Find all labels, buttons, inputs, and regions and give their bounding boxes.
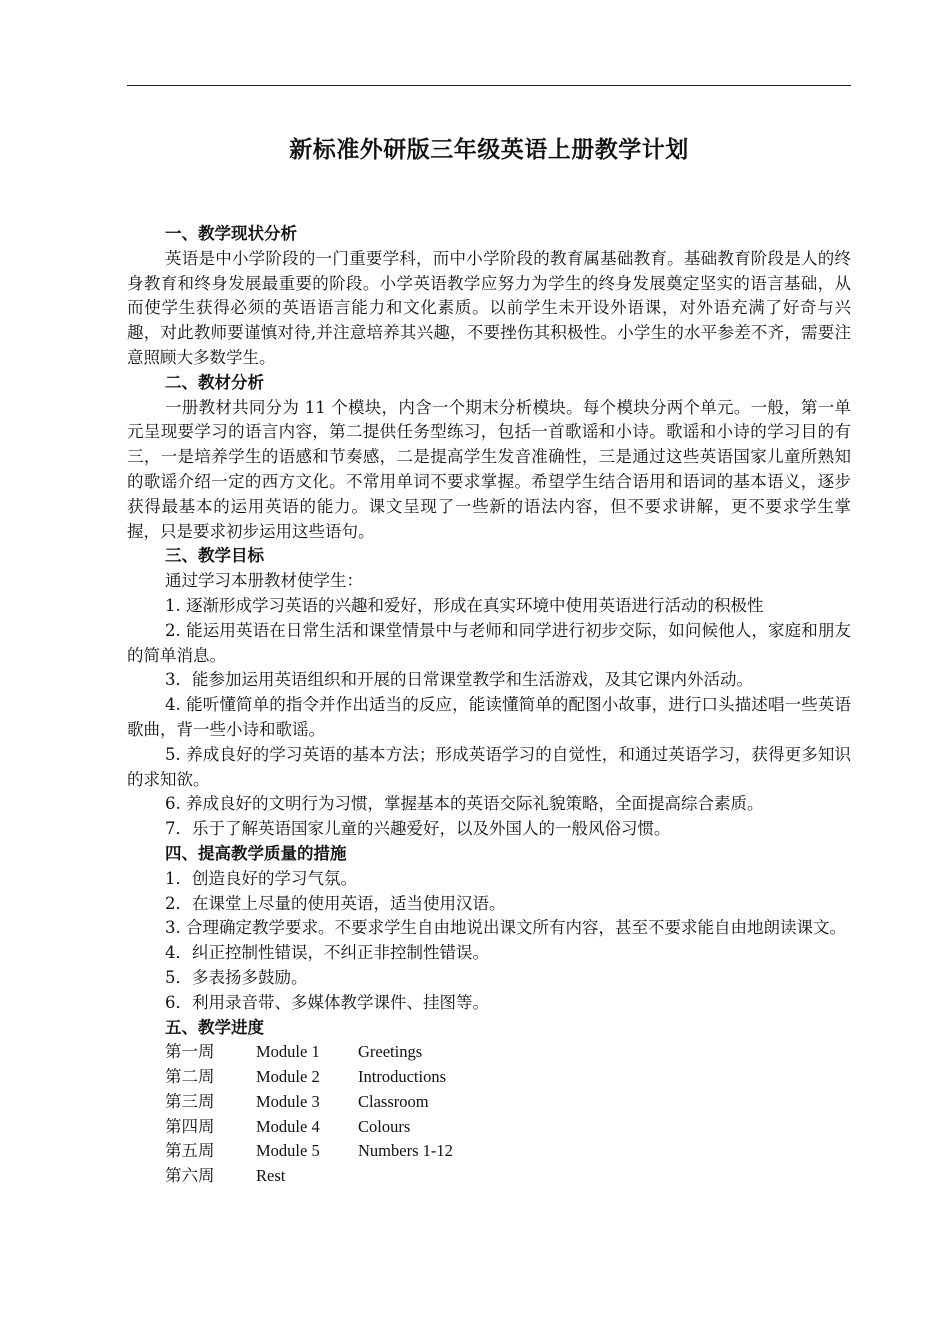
schedule-row xyxy=(127,1164,851,1189)
section-heading: 四、提高教学质量的措施 xyxy=(165,843,347,863)
schedule-topic: Introductions xyxy=(358,1067,446,1087)
schedule-module: Module 2 xyxy=(256,1067,320,1087)
schedule-topic: Colours xyxy=(358,1116,411,1136)
section-paragraph: 4. 能听懂简单的指令并作出适当的反应，能读懂简单的配图小故事，进行口头描述唱一些英语歌曲，背一些小诗和歌谣。 xyxy=(127,695,851,739)
header-rule xyxy=(127,85,851,86)
section-paragraph: 3．能参加运用英语组织和开展的日常课堂教学和生活游戏，及其它课内外活动。 xyxy=(165,670,753,690)
schedule-week: 第六周 xyxy=(165,1166,215,1186)
document-title: 新标准外研版三年级英语上册教学计划 xyxy=(289,136,689,163)
section-paragraph: 3. 合理确定教学要求。不要求学生自由地说出课文所有内容，甚至不要求能自由地朗读课文。 xyxy=(165,918,846,938)
schedule-module: Module 4 xyxy=(256,1116,320,1136)
schedule-topic: Greetings xyxy=(358,1042,423,1062)
schedule-topic: Numbers 1-12 xyxy=(358,1141,453,1161)
section-paragraph: 4．纠正控制性错误，不纠正非控制性错误。 xyxy=(165,943,489,963)
section-paragraph: 7．乐于了解英语国家儿童的兴趣爱好，以及外国人的一般风俗习惯。 xyxy=(165,819,671,839)
schedule-row xyxy=(127,1115,851,1140)
section-paragraph: 1．创造良好的学习气氛。 xyxy=(165,868,357,888)
schedule-table xyxy=(127,1040,851,1189)
section-paragraph: 1. 逐渐形成学习英语的兴趣和爱好，形成在真实环境中使用英语进行活动的积极性 xyxy=(165,595,764,615)
section-paragraph: 一册教材共同分为 11 个模块，内含一个期末分析模块。每个模块分两个单元。一般，第一单元呈现要学习的语言内容，第二提供任务型练习，包括一首歌谣和小诗。歌谣和小诗的学习目的有三，一是培养学生的语感和节奏感，二是提高学生发音准确性，三是通过这些英语国家儿童所熟知的歌谣介绍一定的西方文化。不常用单词不要求掌握。希望学生结合语用和语词的基本语义，逐步获得最基本的运用英语的能力。课文呈现了一些新的语法内容，但不要求讲解，更不要求学生掌握，只是要求初步运用这些语句。 xyxy=(127,397,851,541)
schedule-row xyxy=(127,1040,851,1065)
section-paragraph: 6．利用录音带、多媒体教学课件、挂图等。 xyxy=(165,992,489,1012)
schedule-module: Module 1 xyxy=(256,1042,320,1062)
schedule-module: Module 5 xyxy=(256,1141,320,1161)
schedule-week: 第二周 xyxy=(165,1067,215,1087)
schedule-week: 第五周 xyxy=(165,1141,215,1161)
schedule-module: Rest xyxy=(256,1166,286,1186)
section-paragraph: 通过学习本册教材使学生： xyxy=(165,571,363,591)
section-heading: 五、教学进度 xyxy=(165,1017,264,1037)
schedule-topic: Classroom xyxy=(358,1091,429,1111)
section-paragraph: 2. 能运用英语在日常生活和课堂情景中与老师和同学进行初步交际，如问候他人，家庭和朋友的简单消息。 xyxy=(127,620,851,665)
section-heading: 二、教材分析 xyxy=(165,372,264,392)
schedule-module: Module 3 xyxy=(256,1091,320,1111)
document-body xyxy=(127,222,851,1189)
section-heading: 三、教学目标 xyxy=(165,546,264,566)
section-paragraph: 5. 养成良好的学习英语的基本方法；形成英语学习的自觉性，和通过英语学习，获得更多知识的求知欲。 xyxy=(127,744,851,789)
schedule-row xyxy=(127,1139,851,1164)
section-paragraph: 6. 养成良好的文明行为习惯，掌握基本的英语交际礼貌策略，全面提高综合素质。 xyxy=(165,794,764,814)
schedule-row xyxy=(127,1090,851,1115)
section-heading: 一、教学现状分析 xyxy=(165,224,297,243)
schedule-week: 第一周 xyxy=(165,1042,215,1062)
schedule-week: 第四周 xyxy=(165,1116,215,1136)
section-paragraph: 英语是中小学阶段的一门重要学科，而中小学阶段的教育属基础教育。基础教育阶段是人的终身教育和终身发展最重要的阶段。小学英语教学应努力为学生的终身发展奠定坚实的语言基础，从而使学生获得必须的英语语言能力和文化素质。以前学生未开设外语课，对外语充满了好奇与兴趣，对此教师要谨慎对待,并注意培养其兴趣，不要挫伤其积极性。小学生的水平参差不齐，需要注意照顾大多数学生。 xyxy=(127,248,851,367)
schedule-week: 第三周 xyxy=(165,1091,215,1111)
section-paragraph: 5．多表扬多鼓励。 xyxy=(165,967,308,987)
schedule-row xyxy=(127,1065,851,1090)
section-paragraph: 2．在课堂上尽量的使用英语，适当使用汉语。 xyxy=(165,893,506,913)
